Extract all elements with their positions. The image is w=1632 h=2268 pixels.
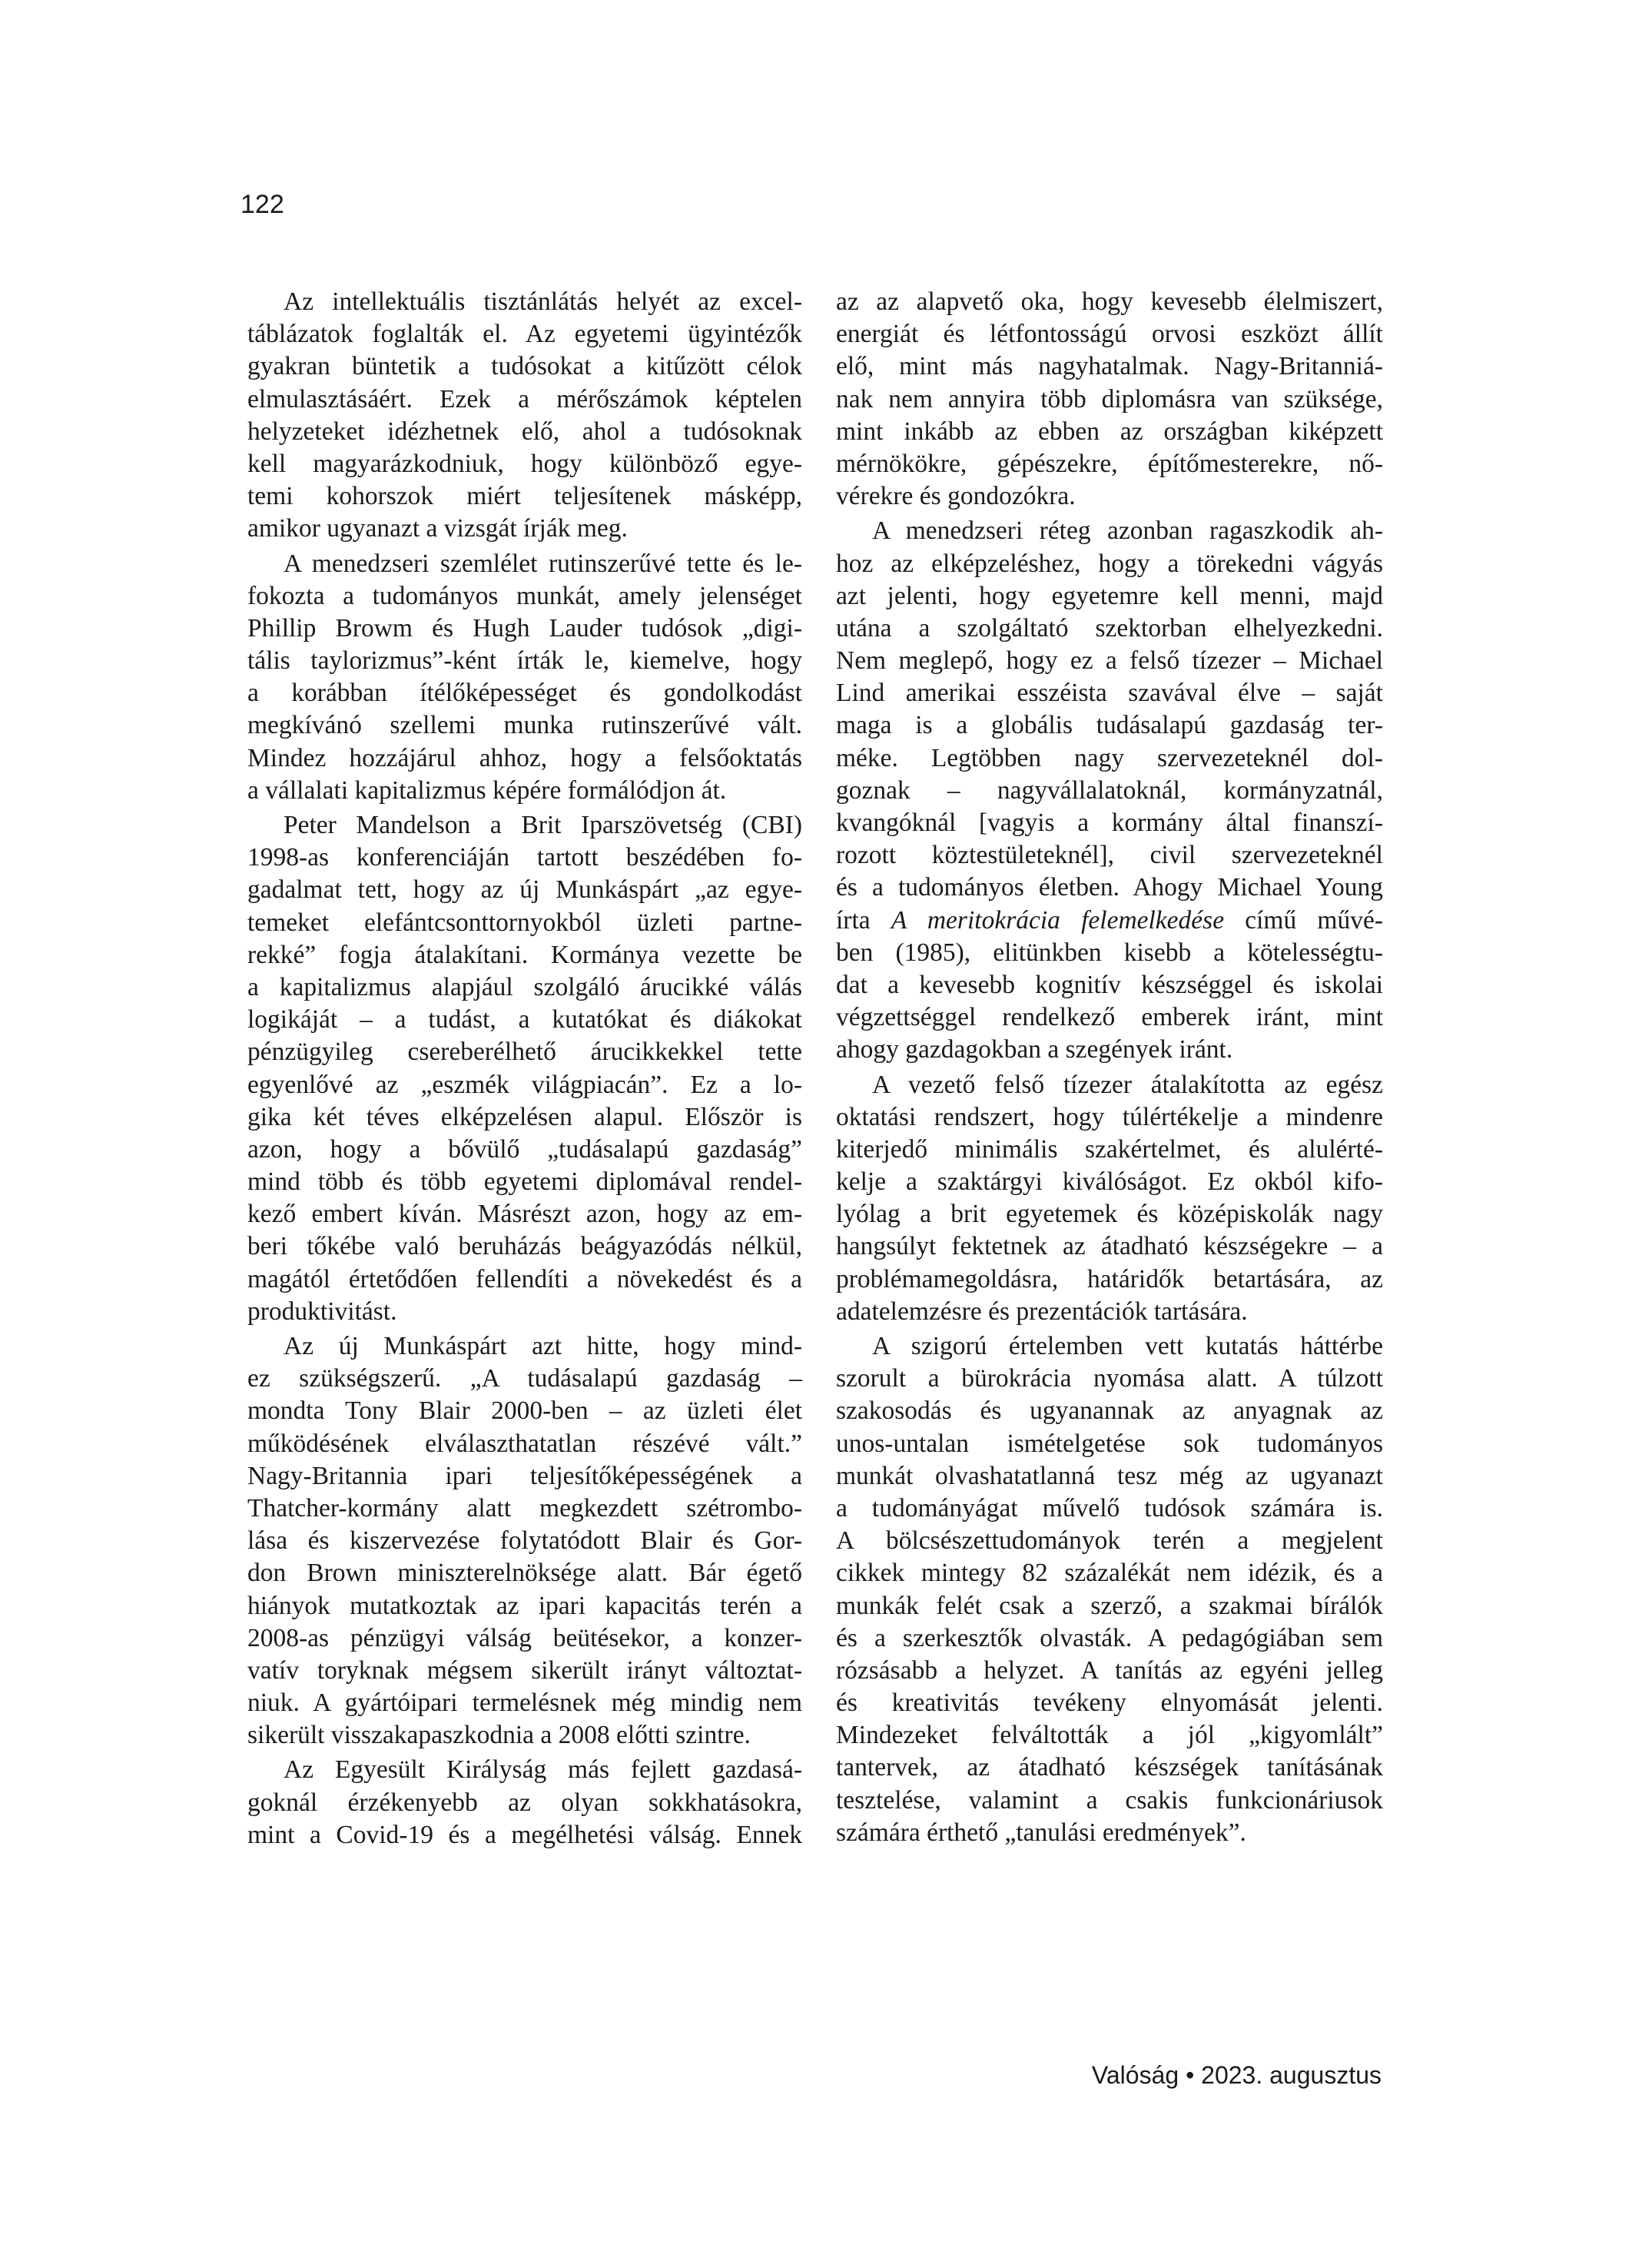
text-line: temeket elefántcsonttornyokból üzleti partne- [247,908,802,937]
book-title: A meritokrácia felemelkedése [891,905,1225,935]
text-line: mint a Covid-19 és a megélhetési válság. Ennek [247,1820,802,1849]
text-line: és a szerkesztők olvasták. A pedagógiában sem [836,1623,1383,1652]
text-line: elő, mint más nagyhatalmak. Nagy-Britanniá- [836,352,1383,381]
text-line: problémamegoldásra, határidők betartására, az [836,1264,1383,1293]
text-line: ez szükségszerű. „A tudásalapú gazdaság – [247,1364,802,1393]
text-line: kiterjedő minimális szakértelmet, és alulérté- [836,1134,1383,1164]
text-line: rekké” fogja átalakítani. Kormánya vezette be [247,940,802,969]
text-column-right [836,286,1383,1851]
text-line: gadalmat tett, hogy az új Munkáspárt „az egye- [247,875,802,905]
text-line: A bölcsészettudományok terén a megjelent [836,1526,1383,1556]
text-line: működésének elválaszthatatlan részévé vált.” [247,1429,802,1458]
text-line: méke. Legtöbben nagy szervezeteknél dol- [836,743,1383,772]
text-line: és kreativitás tevékeny elnyomását jelenti. [836,1689,1383,1718]
text-line: a tudományágat művelő tudósok számára is. [836,1493,1383,1523]
text-line: don Brown miniszterelnöksége alatt. Bár égető [247,1559,802,1588]
text-line: megkívánó szellemi munka rutinszerűvé vált. [247,711,802,740]
text-line: gyakran büntetik a tudósokat a kitűzött célok [247,352,802,381]
text-line: Mindez hozzájárul ahhoz, hogy a felsőoktatás [247,743,802,772]
paragraph [247,1754,802,1851]
text-line: mint inkább az ebben az országban kiképzett [836,417,1383,446]
text-line: rózsásabb a helyzet. A tanítás az egyéni jelleg [836,1655,1383,1685]
text-line: beri tőkébe való beruházás beágyazódás nélkül, [247,1232,802,1261]
running-footer: Valóság • 2023. augusztus [1091,2061,1382,2089]
text-line: vatív toryknak mégsem sikerült irányt változtat- [247,1655,802,1685]
text-line: kező embert kíván. Másrészt azon, hogy az em- [247,1200,802,1229]
text-line: pénzügyileg csereberélhető árucikkekkel tette [247,1038,802,1067]
text-line: 2008-as pénzügyi válság beütésekor, a konzer- [247,1623,802,1652]
text-line: oktatási rendszert, hogy túlértékelje a mindenre [836,1102,1383,1131]
text-line: számára érthető „tanulási eredmények”. [836,1818,1246,1847]
paragraph [247,1330,802,1752]
text-line: A vezető felső tízezer átalakította az egész [872,1070,1383,1099]
text-line: goknál érzékenyebb az olyan sokkhatásokra, [247,1788,802,1817]
text-line: dat a kevesebb kognitív készséggel és iskolai [836,970,1383,999]
text-line: A menedzseri réteg azonban ragaszkodik ah- [872,516,1383,546]
text-line: Mindezeket felváltották a jól „kigyomlált” [836,1721,1383,1750]
text-line: gika két téves elképzelésen alapul. Először is [247,1102,802,1131]
text-line: a korábban ítélőképességet és gondolkodást [247,679,802,708]
text-line: unos-untalan ismételgetése sok tudományos [836,1429,1383,1458]
text-line: sikerült visszakapaszkodnia a 2008 előtti szintre. [247,1721,751,1750]
paragraph [836,515,1383,1066]
text-line: munkák felét csak a szerző, a szakmai bírálók [836,1591,1383,1620]
text-line: produktivitást. [247,1297,397,1326]
text-line: hoz az elképzeléshez, hogy a törekedni vágyás [836,549,1383,578]
text-line: logikáját – a tudást, a kutatókat és diákokat [247,1005,802,1034]
text-line: kell magyarázkodniuk, hogy különböző egye- [247,449,802,478]
text-line: Az Egyesült Királyság más fejlett gazdasá- [284,1755,802,1785]
paragraph [836,1069,1383,1329]
text-line: lyólag a brit egyetemek és középiskolák nagy [836,1200,1383,1229]
text-line: kvangóknál [vagyis a kormány által finanszí- [836,809,1383,837]
text-line: Az intellektuális tisztánlátás helyét az excel- [284,287,802,316]
text-line: lása és kiszervezése folytatódott Blair és Gor- [247,1526,802,1556]
text-line: kelje a szaktárgyi kiválóságot. Ez okból kifo- [836,1167,1383,1197]
page-number: 122 [240,190,284,219]
text-line: niuk. A gyártóipari termelésnek még mindig nem [247,1689,802,1718]
text-line: szakosodás és ugyanannak az anyagnak az [836,1396,1383,1426]
text-line: tantervek, az átadható készségek tanításának [836,1753,1383,1782]
text-line: Lind amerikai esszéista szavával élve – saját [836,679,1383,708]
text-line: munkát olvashatatlanná tesz még az ugyanazt [836,1461,1383,1490]
text-line: goznak – nagyvállalatoknál, kormányzatnál, [836,775,1383,805]
text-line: temi kohorszok miért teljesítenek másképp, [247,482,802,511]
paragraph [247,548,802,808]
text-line: egyenlővé az „eszmék világpiacán”. Ez a lo- [247,1070,802,1099]
text-line: nak nem annyira több diplomásra van szüksége, [836,384,1383,413]
text-line: energiát és létfontosságú orvosi eszközt állít [836,320,1383,349]
text-line: azon, hogy a bővülő „tudásalapú gazdaság” [247,1134,802,1164]
paragraph [836,286,1383,513]
text-line: magától értetődően fellendíti a növekedést és a [247,1264,802,1293]
text-line: adatelemzésre és prezentációk tartására. [836,1297,1248,1326]
text-line: írta A meritokrácia felemelkedése című művé- [836,905,1384,935]
text-line: táblázatok foglalták el. Az egyetemi ügyintézők [247,320,802,349]
text-line: utána a szolgáltató szektorban elhelyezkedni. [836,613,1383,643]
text-column-left [247,286,802,1854]
text-line: A menedzseri szemlélet rutinszerűvé tette és le- [284,549,802,578]
text-line: végzettséggel rendelkező emberek iránt, mint [836,1003,1383,1032]
text-line: amikor ugyanazt a vizsgát írják meg. [247,514,628,543]
text-line: mérnökökre, gépészekre, építőmesterekre, nő- [836,449,1383,478]
text-line: ben (1985), elitünkben kisebb a kötelességtu- [836,938,1383,967]
text-line: rozott köztestületeknél], civil szervezeteknél [836,841,1383,870]
text-line: a vállalati kapitalizmus képére formálódjon át. [247,775,727,805]
text-line: mondta Tony Blair 2000-ben – az üzleti élet [247,1396,802,1426]
text-line: helyzeteket idézhetnek elő, ahol a tudósoknak [247,417,802,446]
text-line: Nagy-Britannia ipari teljesítőképességének a [247,1461,802,1490]
text-line: Nem meglepő, hogy ez a felső tízezer – Michael [836,646,1383,676]
text-line: mind több és több egyetemi diplomával rendel- [247,1167,802,1197]
text-line: ahogy gazdagokban a szegények iránt. [836,1035,1233,1064]
text-line: A szigorú értelemben vett kutatás háttérbe [872,1332,1383,1360]
text-line: a kapitalizmus alapjául szolgáló árucikké válás [247,972,802,1001]
text-line: Peter Mandelson a Brit Iparszövetség (CBI) [284,811,802,839]
text-line: Az új Munkáspárt azt hitte, hogy mind- [284,1332,802,1360]
text-line: az az alapvető oka, hogy kevesebb élelmiszert, [836,287,1383,316]
text-line: 1998-as konferenciáján tartott beszédében fo- [247,843,802,872]
text-line: hiányok mutatkoztak az ipari kapacitás terén a [247,1591,802,1620]
paragraph [247,809,802,1328]
text-line: azt jelenti, hogy egyetemre kell menni, majd [836,581,1383,610]
text-line: szorult a bürokrácia nyomása alatt. A túlzott [836,1364,1383,1393]
text-line: tális taylorizmus”-ként írták le, kiemelve, hogy [247,646,802,676]
text-line: Phillip Browm és Hugh Lauder tudósok „digi- [247,613,802,643]
text-line: Thatcher-kormány alatt megkezdett szétrombo- [247,1493,802,1523]
text-line: hangsúlyt fektetnek az átadható készségekre – a [836,1232,1383,1261]
text-line: tesztelése, valamint a csakis funkcionáriusok [836,1785,1383,1815]
text-line: maga is a globális tudásalapú gazdaság ter- [836,711,1383,740]
text-line: vérekre és gondozókra. [836,482,1076,511]
text-line: és a tudományos életben. Ahogy Michael Young [836,873,1383,902]
text-line: cikkek mintegy 82 százalékát nem idézik, és a [836,1559,1383,1588]
paragraph [247,286,802,546]
paragraph [836,1330,1383,1849]
text-line: elmulasztásáért. Ezek a mérőszámok képtelen [247,384,802,413]
text-line: fokozta a tudományos munkát, amely jelenséget [247,581,802,610]
